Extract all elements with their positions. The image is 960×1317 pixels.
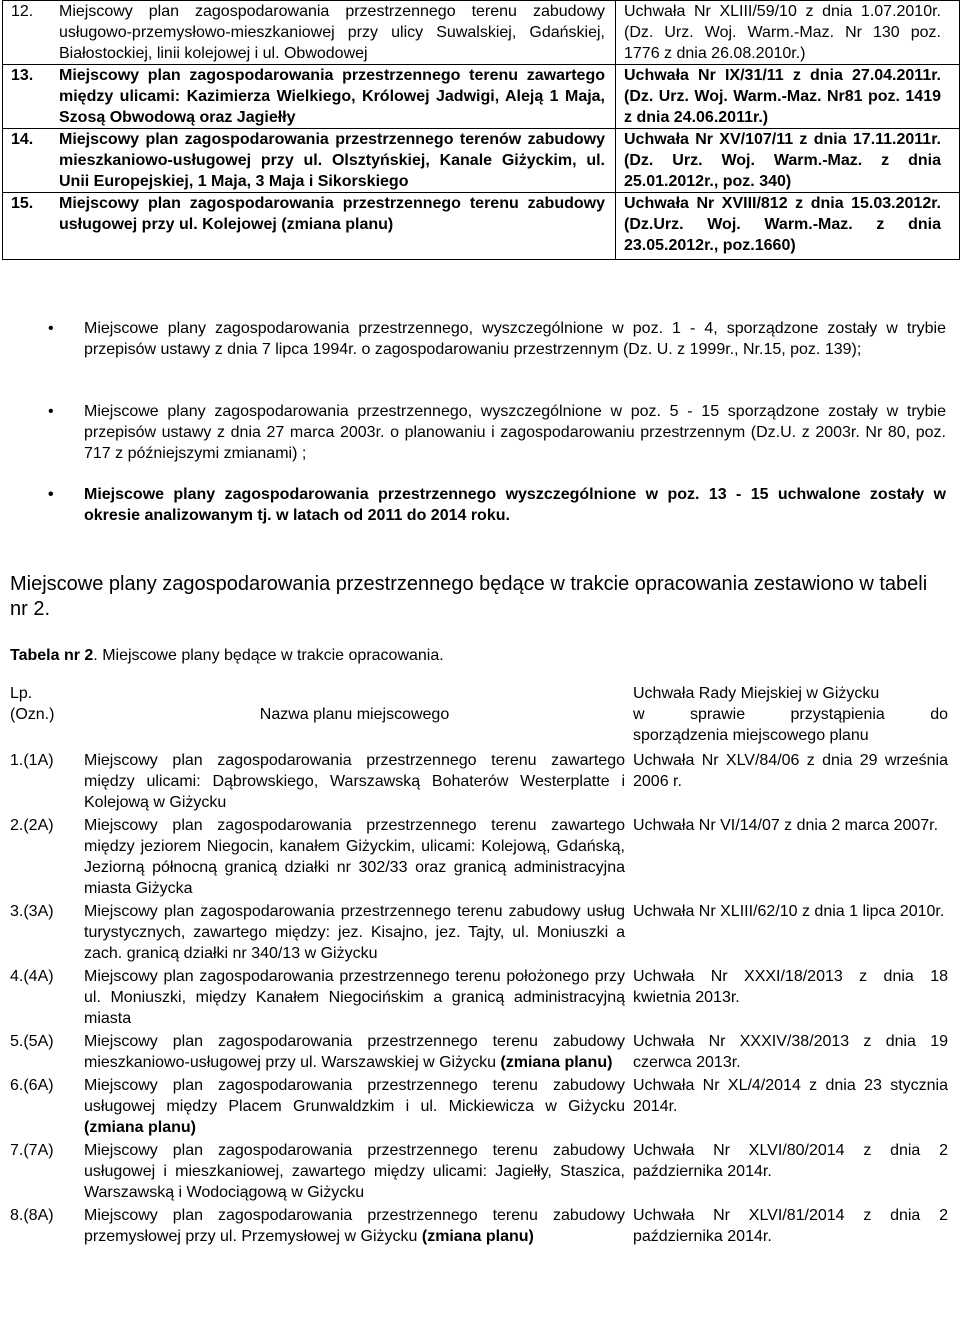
row-plan-name bbox=[84, 1075, 625, 1140]
header-name-text: Nazwa planu miejscowego bbox=[259, 706, 450, 723]
header-lp bbox=[10, 683, 84, 750]
plan-cell bbox=[3, 65, 616, 129]
row-resolution: Uchwała Nr XLVI/81/2014 z dnia 2 października 2014r. bbox=[633, 1207, 948, 1245]
row-number: 15. bbox=[11, 195, 34, 212]
plan-name: Miejscowy plan zagospodarowania przestrzennego terenu położonego przy ul. Moniuszki, między Kanałem Niegocińskim a granicą administracyjną miasta bbox=[84, 968, 625, 1027]
row-number: 12. bbox=[11, 3, 34, 20]
table-row bbox=[10, 750, 948, 815]
row-plan-name bbox=[84, 815, 625, 901]
plan-name: Miejscowy plan zagospodarowania przestrzennego terenu zabudowy usługowej między Placem Grunwaldzkim i ul. Mickiewicza w Giżycku bbox=[84, 1077, 625, 1115]
plan-name: Miejscowy plan zagospodarowania przestrzennego terenu zabudowy przemysłowej przy ul. Przemysłowej w Giżycku bbox=[84, 1207, 625, 1245]
plan-suffix: (zmiana planu) bbox=[421, 1228, 534, 1245]
table-row bbox=[10, 1140, 948, 1205]
list-item bbox=[0, 484, 960, 526]
row-resolution: Uchwała Nr XXXIV/38/2013 z dnia 19 czerwca 2013r. bbox=[633, 1033, 948, 1071]
row-number: 13. bbox=[11, 67, 34, 84]
bullet-icon: • bbox=[48, 486, 54, 503]
row-lp: 3.(3A) bbox=[10, 903, 54, 920]
resolution-text: Uchwała Nr XLIII/59/10 z dnia 1.07.2010r.(Dz. Urz. Woj. Warm.-Maz. Nr 130 poz. 1776 z dnia 26.08.2010r.) bbox=[624, 3, 941, 62]
table-row bbox=[10, 1075, 948, 1140]
row-resolution: Uchwała Nr XLIII/62/10 z dnia 1 lipca 2010r. bbox=[633, 903, 945, 920]
caption-label: Tabela nr 2 bbox=[10, 647, 94, 664]
bullet-icon: • bbox=[48, 320, 54, 337]
table-header-row bbox=[10, 683, 948, 750]
plan-name: Miejscowy plan zagospodarowania przestrzennego terenu zawartego między ulicami: Kazimierza Wielkiego, Królowej Jadwigi, Aleją 1 Maja, Szosą Obwodową oraz Jagiełły bbox=[59, 67, 605, 126]
table-row bbox=[3, 193, 960, 260]
row-plan-name bbox=[84, 1140, 625, 1205]
table-row bbox=[3, 65, 960, 129]
row-lp: 2.(2A) bbox=[10, 817, 54, 834]
table-row bbox=[10, 901, 948, 966]
resolution-text: Uchwała Nr XVIII/812 z dnia 15.03.2012r. (Dz.Urz. Woj. Warm.-Maz. z dnia 23.05.2012r., poz.1660) bbox=[624, 195, 941, 254]
header-resolution bbox=[625, 683, 948, 750]
list-item bbox=[0, 318, 960, 360]
note-text: Miejscowe plany zagospodarowania przestrzennego, wyszczególnione w poz. 5 - 15 sporządzone zostały w trybie przepisów ustawy z dnia 27 marca 2003r. o planowaniu i zagospodarowaniu przestrzennym (Dz.U. z 2003r. Nr 80, poz. 717 z późniejszymi zmianami) ; bbox=[84, 403, 946, 462]
row-plan-name bbox=[84, 750, 625, 815]
plan-name: Miejscowy plan zagospodarowania przestrzennego terenu zabudowy usługowo-przemysłowo-mieszkaniowej przy ulicy Suwalskiej, Gdańskiej, Białostockiej, linii kolejowej i ul. Obwodowej bbox=[59, 3, 605, 62]
row-lp: 5.(5A) bbox=[10, 1033, 54, 1050]
plans-table-continued bbox=[2, 0, 960, 260]
row-number: 14. bbox=[11, 131, 34, 148]
header-resolution-line: Uchwała Rady Miejskiej w Giżycku bbox=[633, 685, 880, 702]
resolution-cell bbox=[616, 193, 960, 260]
caption-text: . Miejscowe plany będące w trakcie opracowania. bbox=[93, 647, 444, 664]
row-resolution: Uchwała Nr XL/4/2014 z dnia 23 stycznia 2014r. bbox=[633, 1077, 948, 1115]
row-plan-name bbox=[84, 966, 625, 1031]
table-row bbox=[10, 1031, 948, 1075]
plan-cell bbox=[3, 1, 616, 65]
row-lp: 6.(6A) bbox=[10, 1077, 54, 1094]
plan-name: Miejscowy plan zagospodarowania przestrzennego terenu zabudowy usług turystycznych, zawartego między: jez. Kisajno, jez. Tajty, ul. Moniuszki a zach. granicą działki nr 340/13 w Giżycku bbox=[84, 903, 625, 962]
header-lp-line: (Ozn.) bbox=[10, 706, 55, 723]
plan-name: Miejscowy plan zagospodarowania przestrzennego terenu zawartego między ulicami: Dąbrowskiego, Warszawską Bohaterów Westerplatte i Kolejową w Giżycku bbox=[84, 752, 625, 811]
row-resolution: Uchwała Nr VI/14/07 z dnia 2 marca 2007r. bbox=[633, 817, 939, 834]
plan-name: Miejscowy plan zagospodarowania przestrzennego terenów zabudowy mieszkaniowo-usługowej przy ul. Olsztyńskiej, Kanale Giżyckim, ul. Unii Europejskiej, 1 Maja, 3 Maja i Sikorskiego bbox=[59, 131, 605, 190]
plan-name: Miejscowy plan zagospodarowania przestrzennego terenu zabudowy usługowej i mieszkaniowej, zawartego między ulicami: Jagiełły, Staszica, Warszawską i Wodociągową w Giżycku bbox=[84, 1142, 625, 1201]
table-row bbox=[3, 1, 960, 65]
intro-paragraph: Miejscowe plany zagospodarowania przestrzennego będące w trakcie opracowania zestawiono w tabeli nr 2. bbox=[10, 573, 928, 620]
row-resolution: Uchwała Nr XLVI/80/2014 z dnia 2 października 2014r. bbox=[633, 1142, 948, 1180]
row-plan-name bbox=[84, 901, 625, 966]
plan-cell bbox=[3, 129, 616, 193]
resolution-cell bbox=[616, 129, 960, 193]
row-lp: 7.(7A) bbox=[10, 1142, 54, 1159]
plan-suffix: (zmiana planu) bbox=[500, 1054, 613, 1071]
resolution-text: Uchwała Nr IX/31/11 z dnia 27.04.2011r.(Dz. Urz. Woj. Warm.-Maz. Nr81 poz. 1419 z dnia 24.06.2011r.) bbox=[624, 67, 941, 126]
resolution-text: Uchwała Nr XV/107/11 z dnia 17.11.2011r. (Dz. Urz. Woj. Warm.-Maz. z dnia 25.01.2012r., poz. 340) bbox=[624, 131, 941, 190]
header-lp-line: Lp. bbox=[10, 685, 33, 702]
header-name bbox=[84, 683, 625, 750]
header-resolution-line: sporządzenia miejscowego planu bbox=[633, 727, 869, 744]
row-lp: 1.(1A) bbox=[10, 752, 54, 769]
table-row bbox=[10, 1205, 948, 1249]
header-resolution-line: w sprawie przystąpienia do bbox=[633, 706, 948, 723]
table-caption bbox=[10, 646, 444, 666]
plan-name: Miejscowy plan zagospodarowania przestrzennego terenu zabudowy usługowej przy ul. Kolejowej (zmiana planu) bbox=[59, 195, 605, 233]
note-text: Miejscowe plany zagospodarowania przestrzennego wyszczególnione w poz. 13 - 15 uchwalone zostały w okresie analizowanym tj. w latach od 2011 do 2014 roku. bbox=[84, 486, 946, 524]
resolution-cell bbox=[616, 65, 960, 129]
row-plan-name bbox=[84, 1031, 625, 1075]
plans-in-progress-table bbox=[10, 683, 948, 1249]
plan-name: Miejscowy plan zagospodarowania przestrzennego terenu zawartego między jeziorem Niegocin, kanałem Giżyckim, ulicami: Kolejową, Gdańską, Jeziorną północną granicą działki nr 302/33 oraz granicą administracyjna miasta Giżycka bbox=[84, 817, 625, 897]
row-plan-name bbox=[84, 1205, 625, 1249]
row-lp: 4.(4A) bbox=[10, 968, 54, 985]
bullet-icon: • bbox=[48, 403, 54, 420]
table-row bbox=[3, 129, 960, 193]
plan-name: Miejscowy plan zagospodarowania przestrzennego terenu zabudowy mieszkaniowo-usługowej przy ul. Warszawskiej w Giżycku bbox=[84, 1033, 625, 1071]
row-lp: 8.(8A) bbox=[10, 1207, 54, 1224]
row-resolution: Uchwała Nr XLV/84/06 z dnia 29 września 2006 r. bbox=[633, 752, 948, 790]
table-row bbox=[10, 966, 948, 1031]
note-text: Miejscowe plany zagospodarowania przestrzennego, wyszczególnione w poz. 1 - 4, sporządzone zostały w trybie przepisów ustawy z dnia 7 lipca 1994r. o zagospodarowaniu przestrzennym (Dz. U. z 1999r., Nr.15, poz. 139); bbox=[84, 320, 946, 358]
list-item bbox=[0, 401, 960, 464]
plan-suffix: (zmiana planu) bbox=[84, 1119, 197, 1136]
row-resolution: Uchwała Nr XXXI/18/2013 z dnia 18 kwietnia 2013r. bbox=[633, 968, 948, 1006]
table-row bbox=[10, 815, 948, 901]
resolution-cell bbox=[616, 1, 960, 65]
plan-cell bbox=[3, 193, 616, 260]
